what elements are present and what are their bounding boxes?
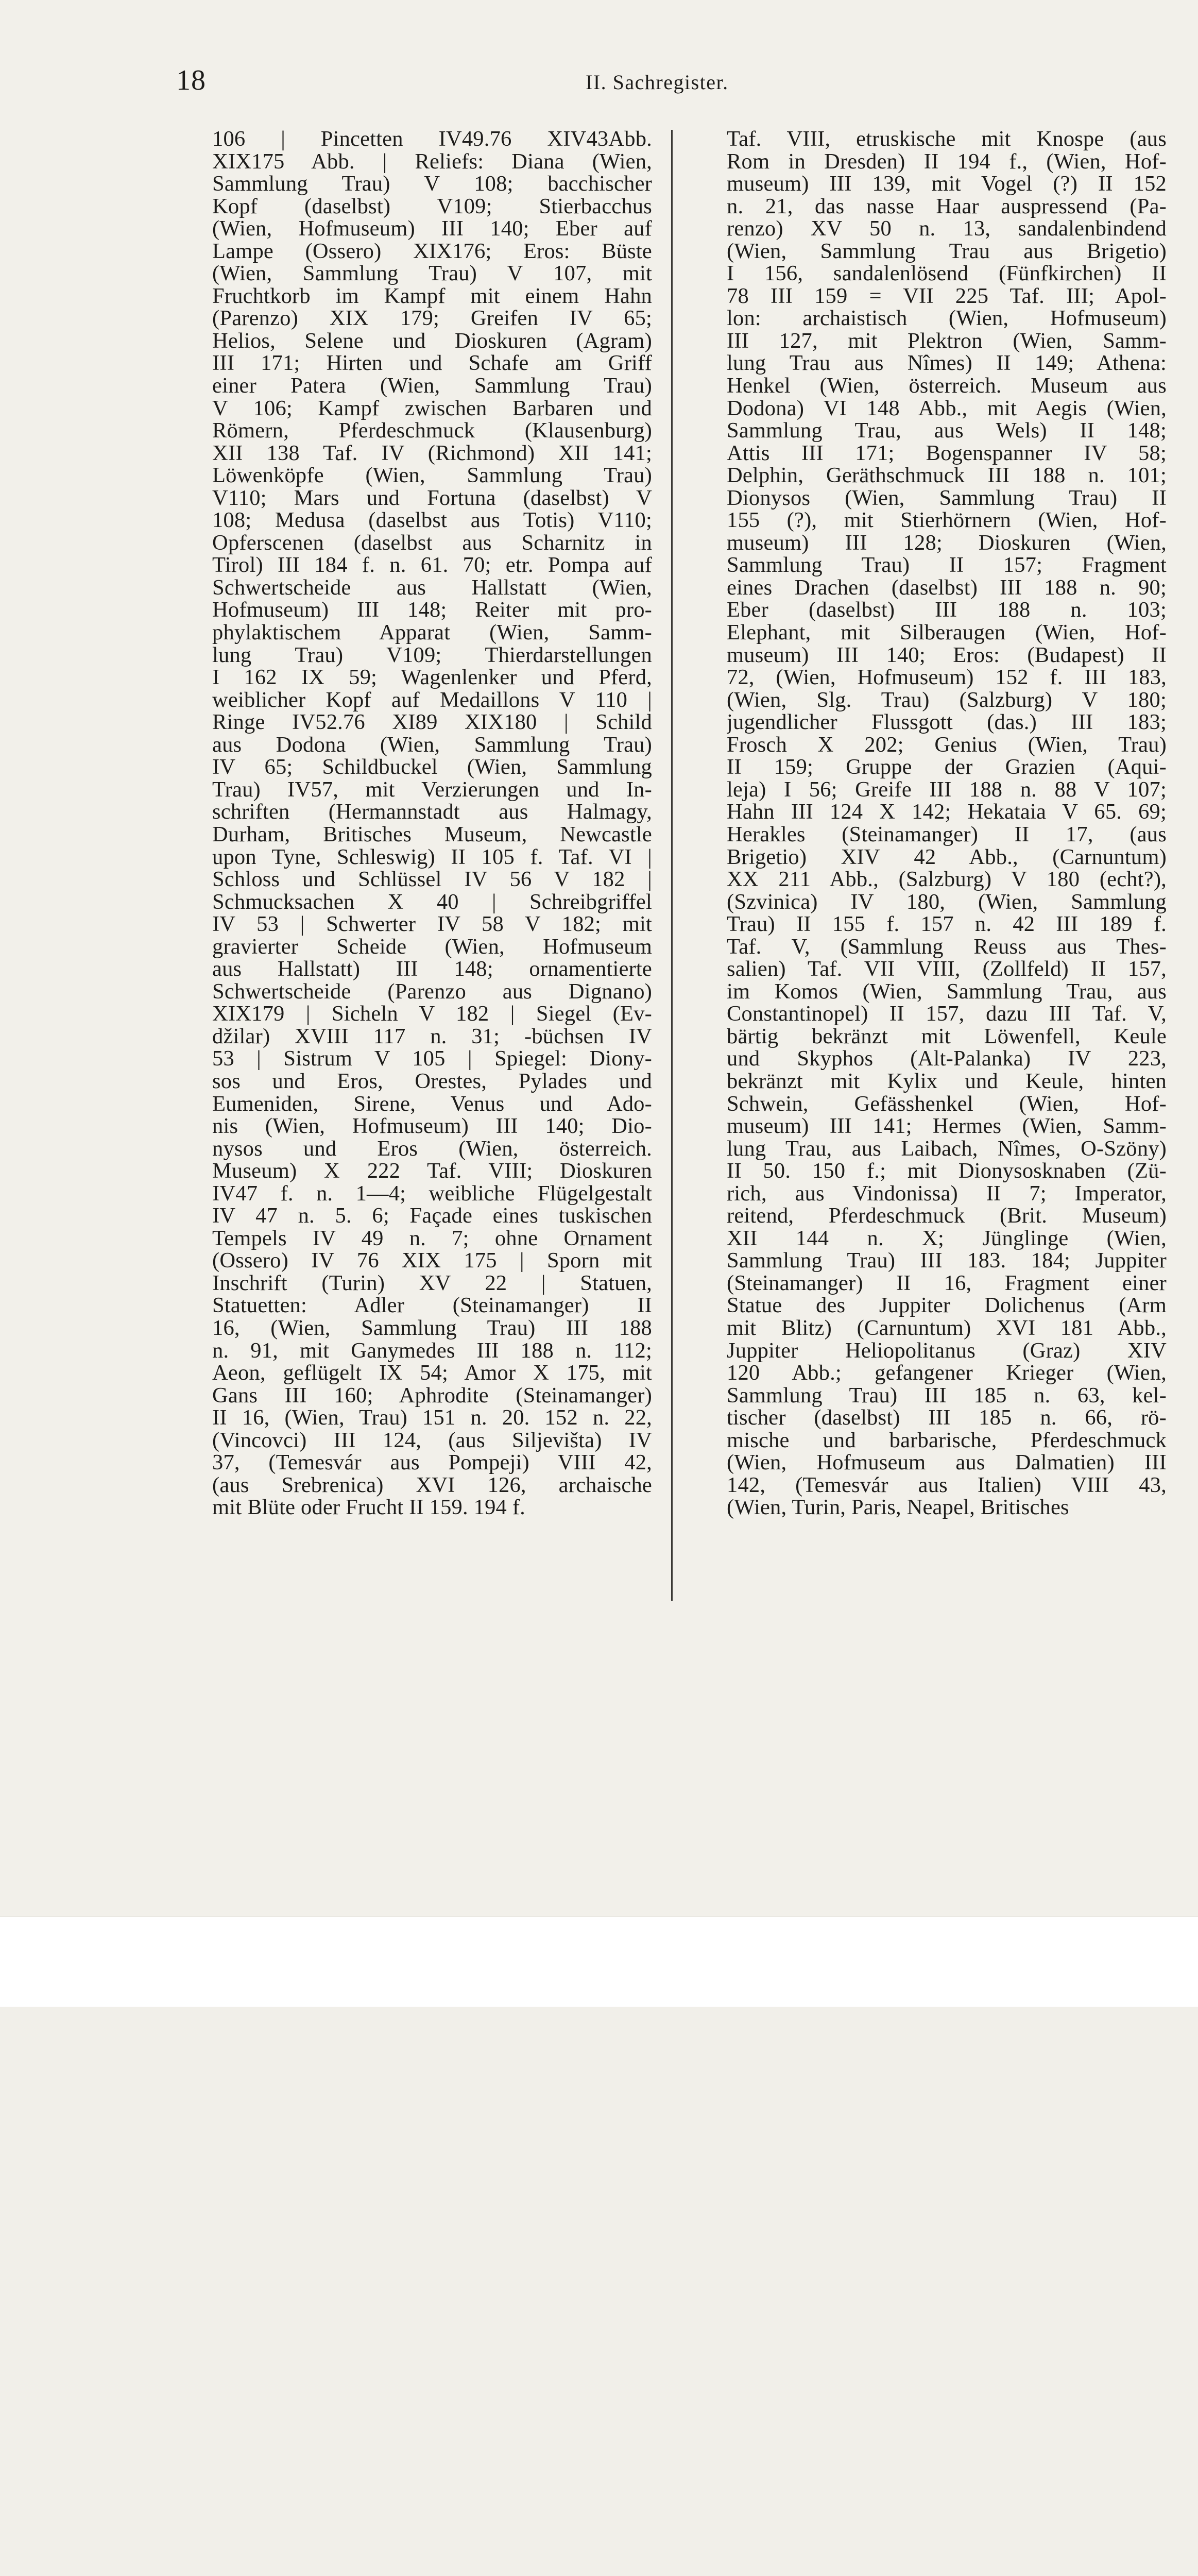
text-line: Rom in Dresden) II 194 f., (Wien, Hof- xyxy=(727,149,1167,174)
text-line: schriften (Hermannstadt aus Halmagy, xyxy=(212,800,652,824)
text-line: Taf. V, (Sammlung Reuss aus Thes- xyxy=(727,934,1167,959)
text-line: Trau) II 155 f. 157 n. 42 III 189 f. xyxy=(727,912,1167,937)
text-line: V110; Mars und Fortuna (daselbst) V xyxy=(212,485,652,510)
text-line: n. 91, mit Ganymedes III 188 n. 112; xyxy=(212,1338,652,1363)
text-line: bärtig bekränzt mit Löwenfell, Keule xyxy=(727,1024,1167,1048)
text-line: Römern, Pferdeschmuck (Klausenburg) xyxy=(212,418,652,443)
text-line: Kopf (daselbst) V109; Stierbacchus xyxy=(212,194,652,218)
text-line: Lampe (Ossero) XIX176; Eros: Büste xyxy=(212,239,652,263)
text-line: nysos und Eros (Wien, österreich. xyxy=(212,1136,652,1161)
text-line: IV 47 n. 5. 6; Façade eines tuskischen xyxy=(212,1204,652,1228)
text-line: IV47 f. n. 1—4; weibliche Flügelgestalt xyxy=(212,1181,652,1206)
text-line: Sammlung Trau) III 183. 184; Juppiter xyxy=(727,1248,1167,1273)
text-line: Frosch X 202; Genius (Wien, Trau) xyxy=(727,732,1167,757)
text-line: Statuetten: Adler (Steinamanger) II xyxy=(212,1293,652,1318)
text-line: renzo) XV 50 n. 13, sandalenbindend xyxy=(727,216,1167,241)
text-line: Trau) IV57, mit Verzierungen und In- xyxy=(212,777,652,802)
text-line: rich, aus Vindonissa) II 7; Imperator, xyxy=(727,1181,1167,1206)
text-line: (Wien, Sammlung Trau) V 107, mit xyxy=(212,261,652,286)
text-line: gravierter Scheide (Wien, Hofmuseum xyxy=(212,934,652,959)
text-line: n. 21, das nasse Haar auspressend (Pa- xyxy=(727,194,1167,218)
text-line: III 127, mit Plektron (Wien, Samm- xyxy=(727,328,1167,353)
text-line: 155 (?), mit Stierhörnern (Wien, Hof- xyxy=(727,508,1167,533)
text-line: Tempels IV 49 n. 7; ohne Ornament xyxy=(212,1226,652,1250)
text-line: Herakles (Steinamanger) II 17, (aus xyxy=(727,822,1167,846)
text-line: Sammlung Trau) V 108; bacchischer xyxy=(212,172,652,196)
text-line: reitend, Pferdeschmuck (Brit. Museum) xyxy=(727,1204,1167,1228)
text-line: museum) III 140; Eros: (Budapest) II xyxy=(727,642,1167,667)
text-line: 53 | Sistrum V 105 | Spiegel: Diony- xyxy=(212,1046,652,1071)
text-line: Tirol) III 184 f. n. 61. 70; etr. Pompa auf xyxy=(212,553,652,578)
text-line: (Wien, Slg. Trau) (Salzburg) V 180; xyxy=(727,687,1167,712)
text-line: (Wien, Turin, Paris, Neapel, Britisches xyxy=(727,1495,1069,1520)
text-line: V 106; Kampf zwischen Barbaren und xyxy=(212,396,652,420)
text-line: Opferscenen (daselbst aus Scharnitz in xyxy=(212,530,652,555)
text-line: (Ossero) IV 76 XIX 175 | Sporn mit xyxy=(212,1248,652,1273)
text-line: mische und barbarische, Pferdeschmuck xyxy=(727,1428,1167,1452)
text-line: II 50. 150 f.; mit Dionysosknaben (Zü- xyxy=(727,1159,1167,1183)
running-head: II. Sachregister. xyxy=(586,71,729,94)
text-line: (Wien, Sammlung Trau aus Brigetio) xyxy=(727,239,1167,263)
text-line: Attis III 171; Bogenspanner IV 58; xyxy=(727,440,1167,465)
text-line: jugendlicher Flussgott (das.) III 183; xyxy=(727,710,1167,735)
text-line: 142, (Temesvár aus Italien) VIII 43, xyxy=(727,1472,1167,1497)
text-line: I 156, sandalenlösend (Fünfkirchen) II xyxy=(727,261,1167,286)
text-line: tischer (daselbst) III 185 n. 66, rö- xyxy=(727,1405,1167,1430)
text-line: (Parenzo) XIX 179; Greifen IV 65; xyxy=(212,306,652,331)
text-line: Sammlung Trau) II 157; Fragment xyxy=(727,553,1167,578)
text-line: Dionysos (Wien, Sammlung Trau) II xyxy=(727,485,1167,510)
text-line: Statue des Juppiter Dolichenus (Arm xyxy=(727,1293,1167,1318)
text-line: lung Trau, aus Laibach, Nîmes, O-Szöny) xyxy=(727,1136,1167,1161)
text-line: Schloss und Schlüssel IV 56 V 182 | xyxy=(212,867,652,892)
text-line: 72, (Wien, Hofmuseum) 152 f. III 183, xyxy=(727,665,1167,690)
text-line: II 16, (Wien, Trau) 151 n. 20. 152 n. 22, xyxy=(212,1405,652,1430)
text-line: XIX175 Abb. | Reliefs: Diana (Wien, xyxy=(212,149,652,174)
text-line: leja) I 56; Greife III 188 n. 88 V 107; xyxy=(727,777,1167,802)
text-line: 120 Abb.; gefangener Krieger (Wien, xyxy=(727,1361,1167,1385)
text-line: Juppiter Heliopolitanus (Graz) XIV xyxy=(727,1338,1167,1363)
text-line: Eber (daselbst) III 188 n. 103; xyxy=(727,598,1167,622)
text-line: (Szvinica) IV 180, (Wien, Sammlung xyxy=(727,889,1167,914)
text-line: (Vincovci) III 124, (aus Siljevišta) IV xyxy=(212,1428,652,1452)
text-line: mit Blitz) (Carnuntum) XVI 181 Abb., xyxy=(727,1315,1167,1340)
text-line: II 159; Gruppe der Grazien (Aqui- xyxy=(727,755,1167,779)
text-line: XII 144 n. X; Jünglinge (Wien, xyxy=(727,1226,1167,1250)
right-text-column xyxy=(727,128,1167,1725)
page-number: 18 xyxy=(176,64,206,96)
text-line: Schmucksachen X 40 | Schreibgriffel xyxy=(212,889,652,914)
text-line: salien) Taf. VII VIII, (Zollfeld) II 157, xyxy=(727,957,1167,981)
text-line: Aeon, geflügelt IX 54; Amor X 175, mit xyxy=(212,1361,652,1385)
text-line: Fruchtkorb im Kampf mit einem Hahn xyxy=(212,283,652,308)
text-line: (Wien, Hofmuseum) III 140; Eber auf xyxy=(212,216,652,241)
text-line: 16, (Wien, Sammlung Trau) III 188 xyxy=(212,1315,652,1340)
text-line: Museum) X 222 Taf. VIII; Dioskuren xyxy=(212,1159,652,1183)
text-line: im Komos (Wien, Sammlung Trau, aus xyxy=(727,979,1167,1004)
text-line: XX 211 Abb., (Salzburg) V 180 (echt?), xyxy=(727,867,1167,892)
text-line: aus Hallstatt) III 148; ornamentierte xyxy=(212,957,652,981)
text-line: Henkel (Wien, österreich. Museum aus xyxy=(727,374,1167,398)
text-line: Ringe IV52.76 XI89 XIX180 | Schild xyxy=(212,710,652,735)
text-line: lung Trau) V109; Thierdarstellungen xyxy=(212,642,652,667)
text-line: und Skyphos (Alt-Palanka) IV 223, xyxy=(727,1046,1167,1071)
text-line: Constantinopel) II 157, dazu III Taf. V, xyxy=(727,1002,1167,1026)
text-line: lung Trau aus Nîmes) II 149; Athena: xyxy=(727,351,1167,376)
text-line: (Wien, Hofmuseum aus Dalmatien) III xyxy=(727,1450,1167,1475)
text-line: museum) III 139, mit Vogel (?) II 152 xyxy=(727,172,1167,196)
text-line: mit Blüte oder Frucht II 159. 194 f. xyxy=(212,1495,526,1520)
text-line: 106 | Pincetten IV49.76 XIV43Abb. xyxy=(212,128,652,151)
text-line: einer Patera (Wien, Sammlung Trau) xyxy=(212,374,652,398)
column-divider xyxy=(671,130,673,1601)
text-line: XII 138 Taf. IV (Richmond) XII 141; xyxy=(212,440,652,465)
text-line: Schwein, Gefässhenkel (Wien, Hof- xyxy=(727,1091,1167,1116)
text-line: III 171; Hirten und Schafe am Griff xyxy=(212,351,652,376)
text-line: 78 III 159 = VII 225 Taf. III; Apol- xyxy=(727,283,1167,308)
text-line: 108; Medusa (daselbst aus Totis) V110; xyxy=(212,508,652,533)
text-line: nis (Wien, Hofmuseum) III 140; Dio- xyxy=(212,1114,652,1139)
text-line: Elephant, mit Silberaugen (Wien, Hof- xyxy=(727,620,1167,645)
text-line: Eumeniden, Sirene, Venus und Ado- xyxy=(212,1091,652,1116)
text-line: Taf. VIII, etruskische mit Knospe (aus xyxy=(727,128,1167,151)
text-line: (aus Srebrenica) XVI 126, archaische xyxy=(212,1472,652,1497)
text-line: museum) III 128; Dioskuren (Wien, xyxy=(727,530,1167,555)
text-line: upon Tyne, Schleswig) II 105 f. Taf. VI | xyxy=(212,844,652,869)
text-line: Brigetio) XIV 42 Abb., (Carnuntum) xyxy=(727,844,1167,869)
text-line: sos und Eros, Orestes, Pylades und xyxy=(212,1069,652,1093)
text-line: Dodona) VI 148 Abb., mit Aegis (Wien, xyxy=(727,396,1167,420)
footer-bar xyxy=(0,1917,1198,2007)
text-line: Delphin, Geräthschmuck III 188 n. 101; xyxy=(727,463,1167,488)
text-line: IV 65; Schildbuckel (Wien, Sammlung xyxy=(212,755,652,779)
text-line: Löwenköpfe (Wien, Sammlung Trau) xyxy=(212,463,652,488)
text-line: lon: archaistisch (Wien, Hofmuseum) xyxy=(727,306,1167,331)
text-line: Durham, Britisches Museum, Newcastle xyxy=(212,822,652,846)
text-line: weiblicher Kopf auf Medaillons V 110 | xyxy=(212,687,652,712)
text-line: aus Dodona (Wien, Sammlung Trau) xyxy=(212,732,652,757)
text-line: Helios, Selene und Dioskuren (Agram) xyxy=(212,328,652,353)
text-line: I 162 IX 59; Wagenlenker und Pferd, xyxy=(212,665,652,690)
text-line: (Steinamanger) II 16, Fragment einer xyxy=(727,1270,1167,1295)
text-line: džilar) XVIII 117 n. 31; -büchsen IV xyxy=(212,1024,652,1048)
text-line: phylaktischem Apparat (Wien, Samm- xyxy=(212,620,652,645)
text-line: eines Drachen (daselbst) III 188 n. 90; xyxy=(727,575,1167,600)
text-line: Inschrift (Turin) XV 22 | Statuen, xyxy=(212,1270,652,1295)
left-text-column xyxy=(212,128,652,1725)
text-line: Hahn III 124 X 142; Hekataia V 65. 69; xyxy=(727,800,1167,824)
text-line: Schwertscheide aus Hallstatt (Wien, xyxy=(212,575,652,600)
text-line: Schwertscheide (Parenzo aus Dignano) xyxy=(212,979,652,1004)
text-line: Gans III 160; Aphrodite (Steinamanger) xyxy=(212,1383,652,1408)
text-line: 37, (Temesvár aus Pompeji) VIII 42, xyxy=(212,1450,652,1475)
text-line: museum) III 141; Hermes (Wien, Samm- xyxy=(727,1114,1167,1139)
text-line: IV 53 | Schwerter IV 58 V 182; mit xyxy=(212,912,652,937)
text-line: XIX179 | Sicheln V 182 | Siegel (Ev- xyxy=(212,1002,652,1026)
text-line: Hofmuseum) III 148; Reiter mit pro- xyxy=(212,598,652,622)
text-line: Sammlung Trau, aus Wels) II 148; xyxy=(727,418,1167,443)
text-line: bekränzt mit Kylix und Keule, hinten xyxy=(727,1069,1167,1093)
text-line: Sammlung Trau) III 185 n. 63, kel- xyxy=(727,1383,1167,1408)
